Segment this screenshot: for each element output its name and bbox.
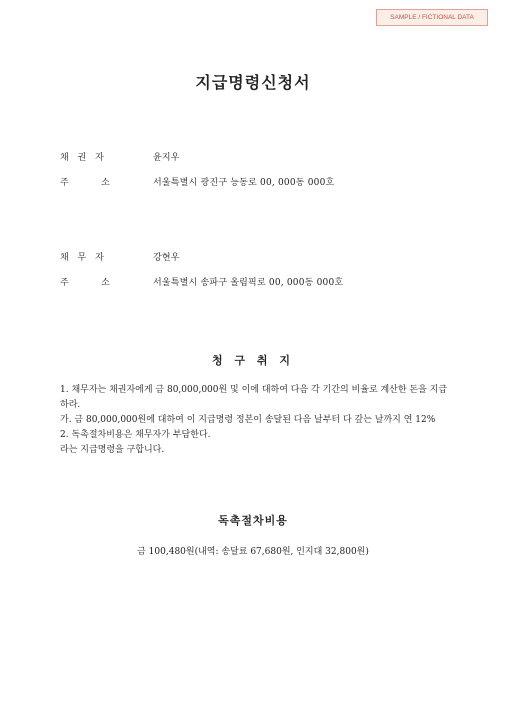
document-title: 지급명령신청서 — [195, 73, 311, 92]
cost-heading: 독촉절차비용 — [218, 514, 288, 527]
creditor-address-label: 주 소 — [60, 178, 113, 188]
debtor-name: 강현우 — [153, 253, 180, 263]
claim-line-1: 1. 채무자는 채권자에게 금 80,000,000원 및 이에 대하여 다음 각 기간의 비율로 계산한 돈을 지급하라. — [60, 385, 448, 410]
claim-body — [60, 383, 452, 458]
creditor-name-label: 채 권 자 — [60, 153, 107, 163]
debtor-address-label: 주 소 — [60, 278, 113, 288]
cost-detail: 금 100,480원(내역: 송달료 67,680원, 인지대 32,800원) — [137, 547, 369, 557]
claim-line-2: 가. 금 80,000,000원에 대하여 이 지급명령 정본이 송달된 다음 날부터 다 갚는 날까지 연 12% — [60, 415, 436, 425]
creditor-name-row — [60, 150, 180, 163]
debtor-name-label: 채 무 자 — [60, 253, 107, 263]
debtor-name-row — [60, 250, 180, 263]
claim-line-3: 2. 독촉절차비용은 채무자가 부담한다. — [60, 430, 211, 440]
debtor-address-row — [60, 275, 343, 288]
debtor-address: 서울특별시 송파구 올림픽로 00, 000동 000호 — [153, 278, 344, 288]
creditor-address: 서울특별시 광진구 능동로 00, 000동 000호 — [153, 178, 335, 188]
claim-heading: 청 구 취 지 — [212, 354, 294, 367]
creditor-name: 윤지우 — [153, 153, 180, 163]
claim-line-4: 라는 지급명령을 구합니다. — [60, 445, 165, 455]
sample-watermark-badge: SAMPLE / FICTIONAL DATA — [376, 9, 488, 26]
creditor-address-row — [60, 175, 334, 188]
